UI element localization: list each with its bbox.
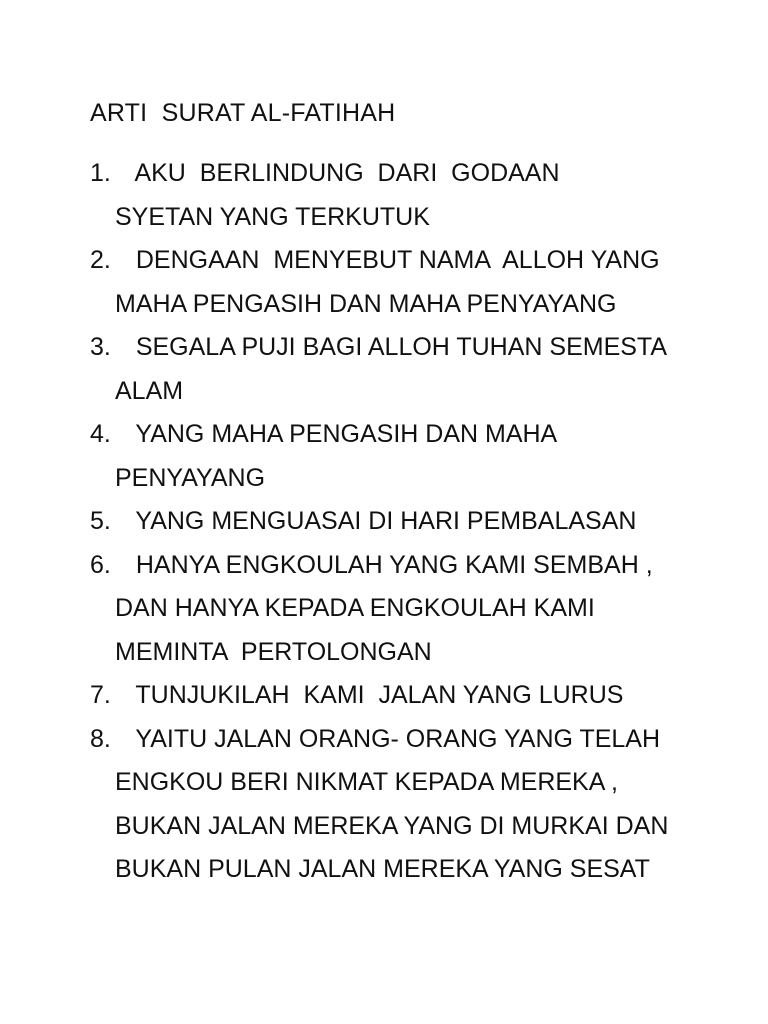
item-line: SEGALA PUJI BAGI ALLOH TUHAN SEMESTA	[115, 333, 668, 361]
item-line: BUKAN JALAN MEREKA YANG DI MURKAI DAN	[115, 811, 669, 840]
item-number: 3.	[90, 333, 111, 361]
item-text	[115, 239, 745, 326]
item-line: DENGAAN MENYEBUT NAMA ALLOH YANG	[115, 246, 660, 274]
item-line: BUKAN PULAN JALAN MEREKA YANG SESAT	[115, 855, 650, 883]
item-number: 8.	[90, 724, 111, 753]
page-title: ARTI SURAT AL-FATIHAH	[90, 99, 396, 127]
item-number: 7.	[90, 681, 111, 709]
item-line: YANG MENGUASAI DI HARI PEMBALASAN	[115, 507, 637, 535]
item-text	[115, 500, 745, 544]
item-line: YANG MAHA PENGASIH DAN MAHA	[115, 420, 558, 448]
item-number: 1.	[90, 159, 111, 187]
list-item	[90, 718, 750, 892]
list-item	[90, 152, 750, 239]
list-item	[90, 239, 750, 326]
item-text	[115, 718, 745, 892]
item-text	[115, 544, 745, 675]
item-line: AKU BERLINDUNG DARI GODAAN	[115, 159, 560, 187]
item-number: 2.	[90, 246, 111, 274]
item-line: MAHA PENGASIH DAN MAHA PENYAYANG	[115, 289, 617, 318]
list-item	[90, 674, 750, 718]
item-line: DAN HANYA KEPADA ENGKOULAH KAMI	[115, 594, 595, 622]
list-item	[90, 544, 750, 675]
list-item	[90, 500, 750, 544]
item-number: 6.	[90, 550, 111, 579]
item-line: HANYA ENGKOULAH YANG KAMI SEMBAH ,	[115, 550, 653, 579]
item-line: ENGKOU BERI NIKMAT KEPADA MEREKA ,	[115, 768, 618, 796]
translation-list	[90, 152, 750, 892]
item-line: PENYAYANG	[115, 463, 266, 492]
item-number: 4.	[90, 420, 111, 448]
list-item	[90, 326, 750, 413]
item-text	[115, 674, 745, 718]
item-number: 5.	[90, 507, 111, 535]
item-line: ALAM	[115, 376, 184, 405]
item-text	[115, 413, 745, 500]
item-text	[115, 326, 745, 413]
item-line: TUNJUKILAH KAMI JALAN YANG LURUS	[115, 681, 624, 709]
item-line: SYETAN YANG TERKUTUK	[115, 202, 430, 231]
item-line: YAITU JALAN ORANG- ORANG YANG TELAH	[115, 724, 661, 753]
item-line: MEMINTA PERTOLONGAN	[115, 637, 432, 666]
item-text	[115, 152, 745, 239]
list-item	[90, 413, 750, 500]
